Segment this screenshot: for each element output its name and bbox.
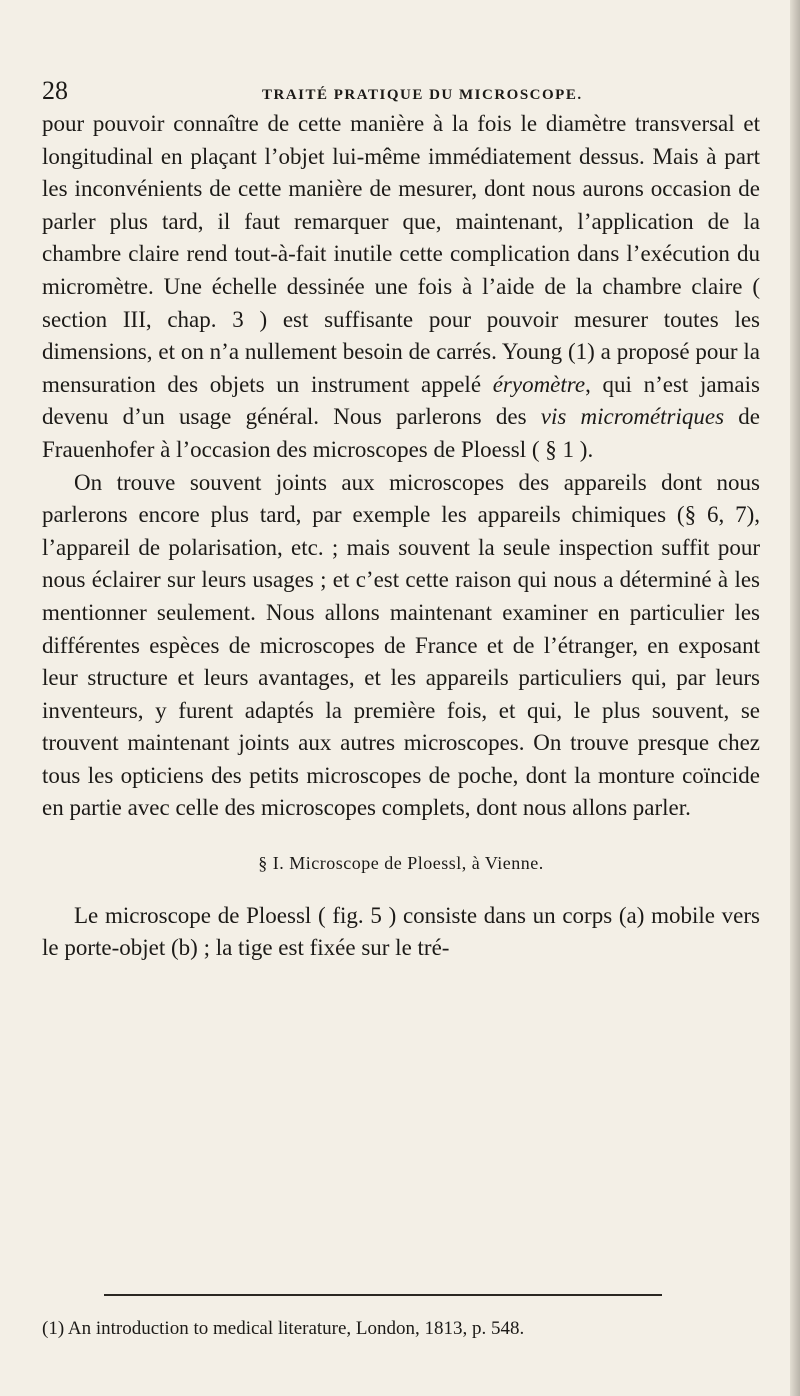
paragraph-1-text: pour pouvoir connaître de cette manière à la fois le diamètre transversal et longitudinal en plaçant l’objet lui-même immédiatement dessus. Mais à part les inconvénients de cette manière de mesurer, dont nous aurons occasion de parler plus tard, il faut remarquer que, maintenant, l’application de la chambre claire rend tout-à-fait inutile cette complication dans l’exécution du micromètre. Une échelle dessinée une fois à l’aide de la chambre claire ( section III, chap. 3 ) est suffisante pour pouvoir mesurer toutes les dimensions, et on n’a nullement besoin de carrés. Young (1) a proposé pour la mensuration des objets un instrument appelé (42, 111, 760, 397)
paragraph-1-end: de Frauenhofer à l’occasion des microscopes de Ploessl ( § 1 ). (42, 404, 760, 462)
body-text (42, 108, 760, 965)
paragraph-3: Le microscope de Ploessl ( fig. 5 ) consiste dans un corps (a) mobile vers le porte-objet (b) ; la tige est fixée sur le tré- (42, 902, 760, 961)
page-edge (790, 0, 800, 1396)
paragraph-2: On trouve souvent joints aux microscopes des appareils dont nous parlerons encore plus tard, par exemple les appareils chimiques (§ 6, 7), l’appareil de polarisation, etc. ; mais souvent la seule inspection suffit pour nous éclairer sur leurs usages ; et c’est cette raison qui nous a déterminé à les mentionner seulement. Nous allons maintenant examiner en particulier les différentes espèces de microscopes de France et de l’étranger, en exposant leur structure et leurs avantages, et les appareils particuliers qui, par leurs inventeurs, y furent adaptés la première fois, et qui, le plus souvent, se trouvent maintenant joints aux autres microscopes. On trouve presque chez tous les opticiens des petits microscopes de poche, dont la monture coïncide en partie avec celle des microscopes complets, dont nous allons parler. (42, 469, 760, 821)
running-title: TRAITÉ PRATIQUE DU MICROSCOPE. (262, 87, 583, 103)
italic-term-eryometre: éryomètre (492, 371, 586, 397)
italic-term-vis-micrometriques: vis micrométriques (540, 404, 725, 430)
page-header (40, 76, 760, 106)
footnote: (1) An introduction to medical literature, London, 1813, p. 548. (42, 1318, 525, 1339)
paragraph-1 (42, 108, 760, 467)
page-number: 28 (42, 76, 68, 105)
section-heading: § I. Microscope de Ploessl, à Vienne. (258, 853, 544, 874)
footnote-rule (104, 1294, 662, 1296)
paragraph-1-mid: , qui n’est jamais devenu d’un usage général. Nous parlerons des (42, 371, 760, 430)
